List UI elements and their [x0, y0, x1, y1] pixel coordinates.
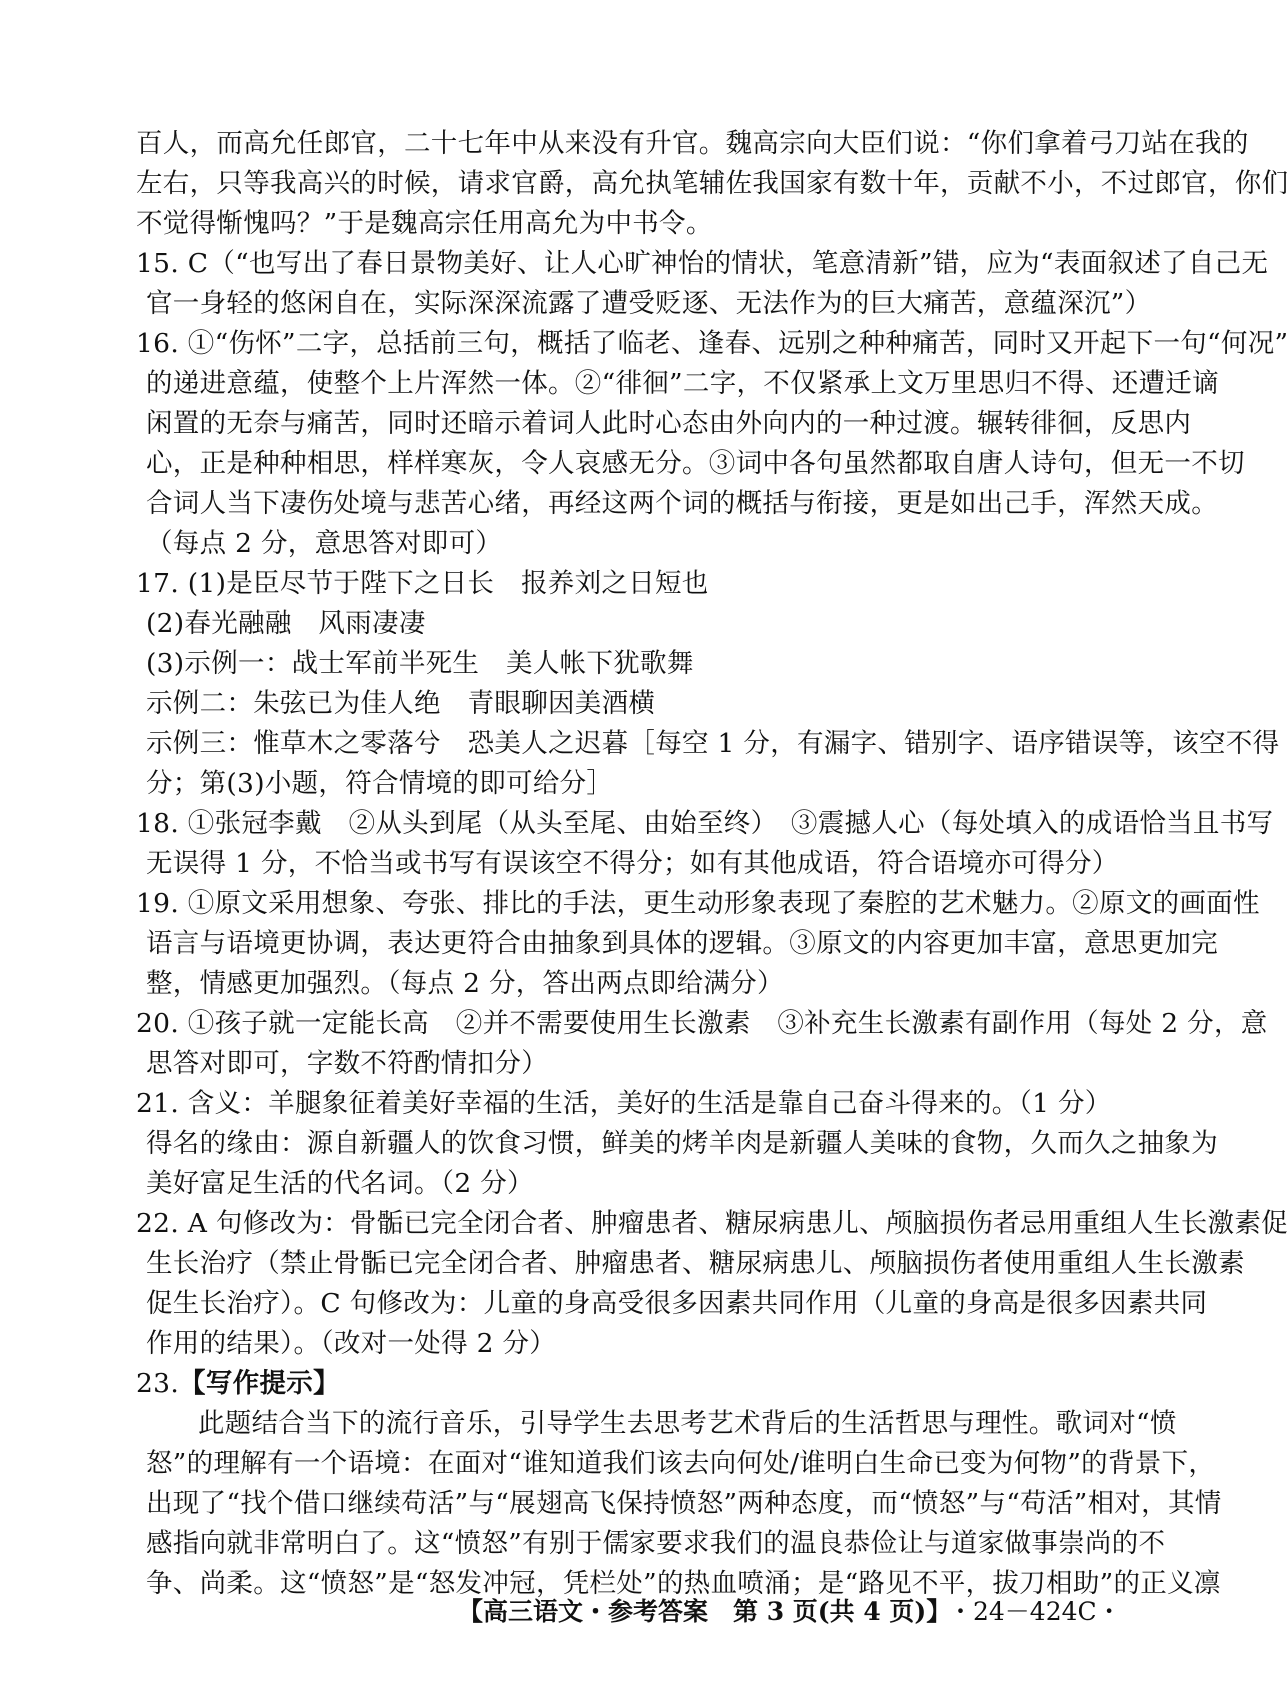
text-line: 美好富足生活的代名词。（2 分）	[146, 1168, 534, 1199]
text-line: 示例二：朱弦已为佳人绝 青眼聊因美酒横	[146, 688, 656, 719]
text-line: 无误得 1 分，不恰当或书写有误该空不得分；如有其他成语，符合语境亦可得分）	[146, 848, 1119, 879]
answer-19	[136, 884, 1260, 1004]
answer-21	[136, 1084, 1218, 1204]
q14-translation-continued	[136, 124, 1288, 244]
answer-16	[136, 324, 1288, 564]
answer-22	[136, 1204, 1288, 1364]
text-line: 生长治疗（禁止骨骺已完全闭合者、肿瘤患者、糖尿病患儿、颅脑损伤者使用重组人生长激素	[146, 1248, 1245, 1279]
text-line: 示例三：惟草木之零落兮 恐美人之迟暮［每空 1 分，有漏字、错别字、语序错误等，该空不得	[146, 728, 1280, 759]
answer-20	[136, 1004, 1268, 1084]
text-line: 思答对即可，字数不符酌情扣分）	[146, 1048, 548, 1079]
text-line: 官一身轻的悠闲自在，实际深深流露了遭受贬逐、无法作为的巨大痛苦，意蕴深沉”）	[146, 288, 1152, 319]
text-line: (2)春光融融 风雨凄凄	[146, 608, 426, 639]
text-line: 语言与语境更协调，表达更符合由抽象到具体的逻辑。③原文的内容更加丰富，意思更加完	[146, 928, 1218, 959]
text-line: (3)示例一：战士军前半死生 美人帐下犹歌舞	[146, 648, 694, 679]
text-line: 19. ①原文采用想象、夸张、排比的手法，更生动形象表现了秦腔的艺术魅力。②原文的画面性	[136, 888, 1260, 919]
text-line: 感指向就非常明白了。这“愤怒”有别于儒家要求我们的温良恭俭让与道家做事崇尚的不	[146, 1528, 1166, 1559]
question-number: 23.	[136, 1368, 180, 1399]
text-line: 此题结合当下的流行音乐，引导学生去思考艺术背后的生活哲思与理性。歌词对“愤	[198, 1408, 1177, 1439]
text-line: 得名的缘由：源自新疆人的饮食习惯，鲜美的烤羊肉是新疆人美味的食物，久而久之抽象为	[146, 1128, 1218, 1159]
text-line: 怒”的理解有一个语境：在面对“谁知道我们该去向何处/谁明白生命已变为何物”的背景下，	[146, 1448, 1216, 1479]
answer-23	[136, 1364, 1222, 1604]
text-line: 合词人当下凄伤处境与悲苦心绪，再经这两个词的概括与衔接，更是如出己手，浑然天成。	[146, 488, 1218, 519]
text-line: 作用的结果）。（改对一处得 2 分）	[146, 1328, 557, 1359]
text-line: 17. (1)是臣尽节于陛下之日长 报养刘之日短也	[136, 568, 709, 599]
text-line: 出现了“找个借口继续苟活”与“展翅高飞保持愤怒”两种态度，而“愤怒”与“苟活”相对，其情	[146, 1488, 1222, 1519]
text-line: 心，正是种种相思，样样寒灰，令人哀感无分。③词中各句虽然都取自唐人诗句，但无一不切	[146, 448, 1245, 479]
text-line: 不觉得惭愧吗？”于是魏高宗任用高允为中书令。	[136, 208, 713, 239]
text-line: 22. A 句修改为：骨骺已完全闭合者、肿瘤患者、糖尿病患儿、颅脑损伤者忌用重组人生长激素促	[136, 1208, 1288, 1239]
answer-15	[136, 244, 1269, 324]
footer-code: ・24－424C・	[948, 1597, 1122, 1626]
text-line: 争、尚柔。这“愤怒”是“怒发冲冠，凭栏处”的热血喷涌；是“路见不平，拔刀相助”的正义凛	[146, 1568, 1221, 1599]
answer-18	[136, 804, 1274, 884]
section-heading: 【写作提示】	[179, 1368, 340, 1399]
footer-title: 【高三语文・参考答案 第 3 页(共 4 页)】	[458, 1597, 952, 1626]
text-line: 15. C（“也写出了春日景物美好、让人心旷神怡的情状，笔意清新”错，应为“表面叙述了自己无	[136, 248, 1269, 279]
text-line: 20. ①孩子就一定能长高 ②并不需要使用生长激素 ③补充生长激素有副作用（每处 2 分，意	[136, 1008, 1268, 1039]
text-line: 闲置的无奈与痛苦，同时还暗示着词人此时心态由外向内的一种过渡。辗转徘徊，反思内	[146, 408, 1192, 439]
text-line: 促生长治疗）。C 句修改为：儿童的身高受很多因素共同作用（儿童的身高是很多因素共同	[146, 1288, 1208, 1319]
answer-17	[136, 564, 1280, 804]
text-line: 整，情感更加强烈。（每点 2 分，答出两点即给满分）	[146, 968, 784, 999]
writing-tips-heading	[136, 1364, 1104, 1404]
text-line: 分；第(3)小题，符合情境的即可给分］	[146, 768, 614, 799]
text-line: 百人，而高允任郎官，二十七年中从来没有升官。魏高宗向大臣们说：“你们拿着弓刀站在我的	[136, 128, 1249, 159]
text-line: （每点 2 分，意思答对即可）	[146, 528, 503, 559]
text-line: 18. ①张冠李戴 ②从头到尾（从头至尾、由始至终） ③震撼人心（每处填入的成语恰当且书写	[136, 808, 1274, 839]
text-line: 左右，只等我高兴的时候，请求官爵，高允执笔辅佐我国家有数十年，贡献不小，不过郎官，你们	[136, 168, 1288, 199]
text-line: 16. ①“伤怀”二字，总括前三句，概括了临老、逢春、远别之种种痛苦，同时又开起下一句“何况”	[136, 328, 1288, 359]
text-line: 的递进意蕴，使整个上片浑然一体。②“徘徊”二字，不仅紧承上文万里思归不得、还遭迁谪	[146, 368, 1219, 399]
text-line: 21. 含义：羊腿象征着美好幸福的生活，美好的生活是靠自己奋斗得来的。（1 分）	[136, 1088, 1112, 1119]
